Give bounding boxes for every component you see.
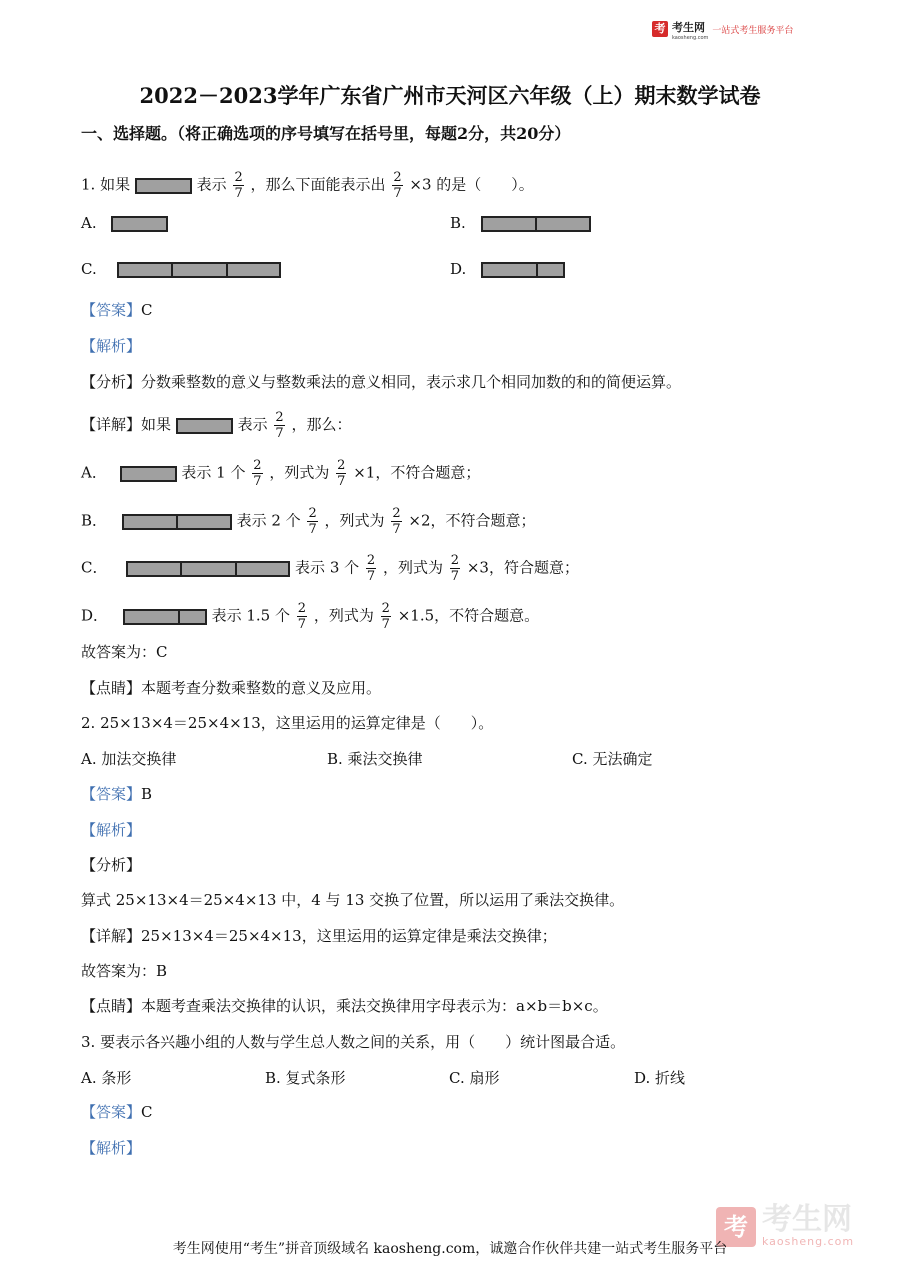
- analysis-heading-2: 【分析】: [81, 856, 142, 874]
- fraction: $\frac{2}{7}$: [393, 170, 402, 201]
- detail-row-b: B． 表示 2 个 $\frac{2}{7}$ ，列式为 $\frac{2}{7}$ ×2，不符合题意；: [81, 506, 536, 537]
- dianjing: 【点睛】本题考查乘法交换律的认识，乘法交换律用字母表示为：a×b＝b×c。: [81, 997, 608, 1015]
- analysis-text: 算式 25×13×4＝25×4×13 中，4 与 13 交换了位置，所以运用了乘法交换律。: [81, 891, 625, 909]
- q1-text-3: ，那么下面能表示出: [250, 175, 386, 194]
- q1-text-2: 表示: [196, 175, 227, 194]
- watermark-text: 考生网: [762, 1202, 852, 1237]
- fraction: $\frac{2}{7}$: [308, 506, 317, 537]
- analysis-heading: 【解析】: [81, 821, 142, 839]
- option-b[interactable]: B. 乘法交换律: [327, 750, 423, 768]
- page-footer: 考生网使用“考生”拼音顶级域名 kaosheng.com，诚邀合作伙伴共建一站式考生服务平台: [172, 1241, 728, 1257]
- option-label: B.: [450, 214, 466, 232]
- logo-slogan: 一站式考生服务平台: [712, 25, 794, 36]
- question-3-stem: 3. 要表示各兴趣小组的人数与学生总人数之间的关系，用（ ）统计图最合适。: [81, 1033, 626, 1051]
- dianjing: 【点睛】本题考查分数乘整数的意义及应用。: [81, 679, 382, 697]
- logo-text: 考生网: [672, 21, 705, 34]
- bar-1-5-segments: [123, 609, 207, 625]
- detail-line: 【详解】25×13×4＝25×4×13，这里运用的运算定律是乘法交换律；: [81, 927, 557, 945]
- question-2-stem: 2. 25×13×4＝25×4×13，这里运用的运算定律是（ ）。: [81, 714, 494, 732]
- analysis-heading: 【解析】: [81, 1139, 142, 1157]
- watermark-sub: kaosheng.com: [762, 1235, 855, 1248]
- bar-1-5-segments: [481, 262, 565, 278]
- option-b[interactable]: [450, 213, 591, 233]
- bar-3-segments: [126, 561, 290, 577]
- bar-2-segments: [122, 514, 232, 530]
- detail-line: 【详解】如果 表示 $\frac{2}{7}$ ，那么：: [81, 410, 352, 441]
- fraction: $\frac{2}{7}$: [253, 458, 262, 489]
- unit-bar: [135, 178, 192, 194]
- fraction: $\frac{2}{7}$: [450, 553, 460, 584]
- unit-bar: [176, 418, 233, 434]
- detail-row-c: C． 表示 3 个 $\frac{2}{7}$ ，列式为 $\frac{2}{7}$ ×3，符合题意；: [81, 553, 579, 584]
- bar-3-segments: [117, 262, 281, 278]
- option-c[interactable]: [81, 259, 281, 279]
- section-heading: 一、选择题。（将正确选项的序号填写在括号里，每题2分，共20分）: [81, 124, 571, 143]
- option-d[interactable]: D. 折线: [634, 1069, 686, 1087]
- option-label: C.: [81, 260, 97, 278]
- conclusion: 故答案为：B: [81, 962, 168, 980]
- option-a[interactable]: [81, 213, 168, 233]
- option-label: A.: [81, 214, 97, 232]
- conclusion: 故答案为：C: [81, 643, 168, 661]
- fraction: $\frac{2}{7}$: [297, 601, 307, 632]
- option-c[interactable]: C. 扇形: [449, 1069, 500, 1087]
- question-1-stem: [81, 170, 534, 201]
- logo-sub: kaosheng.com: [672, 35, 709, 41]
- option-label: D.: [450, 260, 467, 278]
- q1-text-4: ×3 的是（ ）。: [409, 175, 534, 194]
- fraction: $\frac{2}{7}$: [381, 601, 390, 632]
- fraction: $\frac{2}{7}$: [275, 410, 284, 441]
- fraction: $\frac{2}{7}$: [337, 458, 346, 489]
- fraction: $\frac{2}{7}$: [392, 506, 401, 537]
- option-b[interactable]: B. 复式条形: [265, 1069, 346, 1087]
- analysis-heading: 【解析】: [81, 337, 142, 355]
- watermark-icon: 考: [716, 1207, 756, 1247]
- bar-2-segments: [481, 216, 591, 232]
- detail-row-d: D． 表示 1.5 个 $\frac{2}{7}$ ，列式为 $\frac{2}{7}$ ×1.5，不符合题意。: [81, 601, 540, 632]
- fraction: $\frac{2}{7}$: [366, 553, 376, 584]
- detail-row-a: A． 表示 1 个 $\frac{2}{7}$ ，列式为 $\frac{2}{7}$ ×1，不符合题意；: [81, 458, 481, 489]
- option-c[interactable]: C. 无法确定: [572, 750, 653, 768]
- logo-wordmark: [672, 17, 708, 41]
- option-a[interactable]: A. 加法交换律: [81, 750, 177, 768]
- fraction: $\frac{2}{7}$: [234, 170, 243, 201]
- answer-line: 【答案】C: [81, 1103, 153, 1121]
- bar-1-segment: [120, 466, 177, 482]
- page-title: 2022－2023学年广东省广州市天河区六年级（上）期末数学试卷: [139, 83, 761, 108]
- analysis-text: 【分析】分数乘整数的意义与整数乘法的意义相同，表示求几个相同加数的和的简便运算。: [81, 373, 682, 391]
- answer-line: 【答案】C: [81, 301, 153, 319]
- answer-line: 【答案】B: [81, 785, 153, 803]
- logo-icon: 考: [652, 21, 668, 37]
- option-a[interactable]: A. 条形: [81, 1069, 132, 1087]
- option-d[interactable]: [450, 259, 565, 279]
- header-logo[interactable]: [652, 20, 794, 41]
- q1-text-1: 1. 如果: [81, 175, 131, 194]
- bar-1-segment: [111, 216, 168, 232]
